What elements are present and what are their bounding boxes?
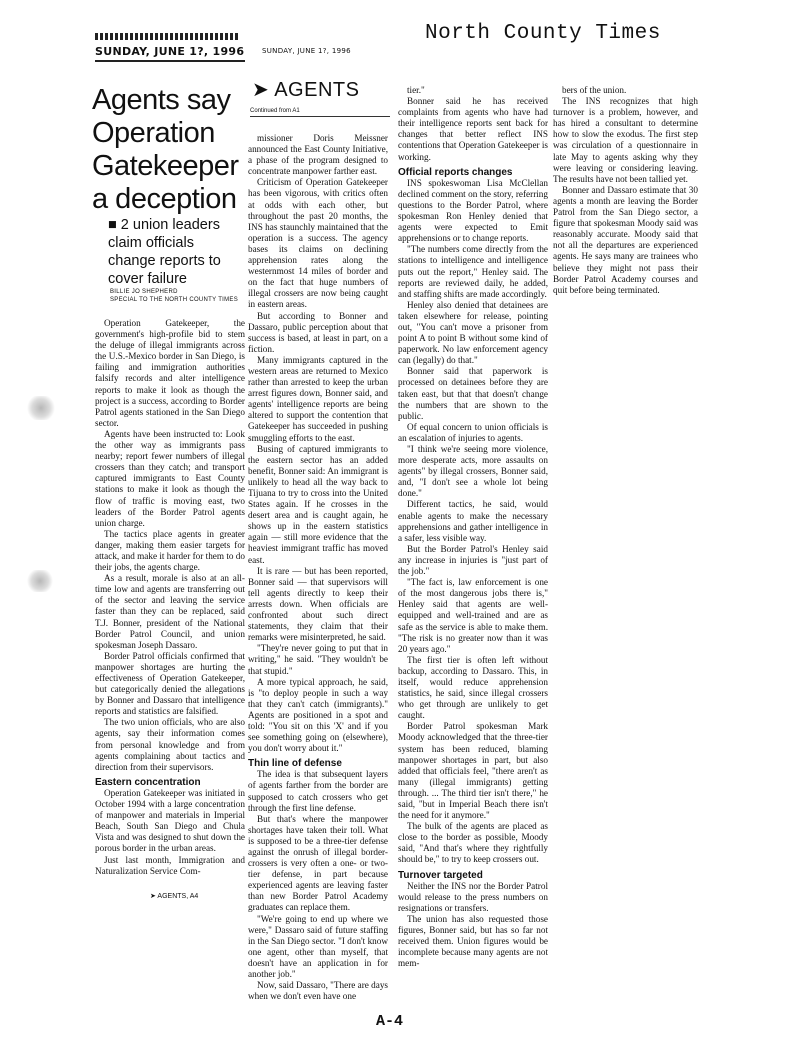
paragraph: Many immigrants captured in the western areas are returned to Mexico rather than arrested to keep the urban arrest figures down, Bonner said, and agents' intelligence reports are being altered to support the contention that Gatekeeper has succeeded in pushing smuggling efforts to the east. — [248, 354, 388, 443]
byline-name: BILLIE JO SHEPHERD — [110, 289, 178, 295]
paragraph: "The fact is, law enforcement is one of the most dangerous jobs there is," Henley said that agents are well-equipped and well-trained and are as safe as the service is able to make them. "The risk is no greater now than it was 20 years ago." — [398, 577, 548, 654]
paragraph: A more typical approach, he said, is "to deploy people in such a way that they can't catch (immigrants)." Agents are positioned in a spot and told: "You sit on this 'X' and if you see something going on (elsewhere), you don't worry about it." — [248, 676, 388, 754]
paragraph: The bulk of the agents are placed as close to the border as possible, Moody said, "And that's where they rightfully should be," to try to keep crossers out. — [398, 821, 548, 865]
paragraph: "I think we're seeing more violence, more desperate acts, more assaults on agents" by illegal crossers, Bonner said, and, "I don't see a whole lot being done." — [398, 444, 548, 499]
paragraph: "The numbers come directly from the stations to intelligence and intelligence puts out the report," Henley said. The reports are reviewed daily, he added, and staffing shifts are made accordingly. — [398, 244, 548, 299]
paragraph: Operation Gatekeeper, the government's high-profile bid to stem the deluge of illegal immigrants across the U.S.-Mexico border in San Diego, is failing and immigration authorities falsify records and alter intelligence reports to make it look as though the project is a success, according to Border Patrol agents stationed in the San Diego sector. — [95, 318, 245, 428]
masthead-texture — [95, 33, 240, 40]
jump-reference: ➤ AGENTS, A4 — [150, 893, 199, 900]
paragraph: Bonner said he has received complaints from agents who have had their intelligence reports sent back for changes that better reflect INS contentions that Operation Gatekeeper is working. — [398, 96, 548, 162]
paragraph: The first tier is often left without backup, according to Dassaro. This, in itself, would reduce apprehension statistics, he said, since illegal crossers who get through are unlikely to get caught. — [398, 654, 548, 721]
byline — [110, 288, 250, 304]
jump-headline: ➤ AGENTS — [252, 79, 360, 101]
paragraph: Different tactics, he said, would enable agents to make the necessary apprehensions and gather intelligence in a safer, less visible way. — [398, 499, 548, 543]
paragraph: Neither the INS nor the Border Patrol would release to the press numbers on resignations or transfers. — [398, 880, 548, 913]
continued-line: Continued from A1 — [250, 108, 300, 114]
page-number: A-4 — [376, 1013, 404, 1030]
subheading: Eastern concentration — [95, 776, 201, 788]
paragraph: tier." — [407, 85, 425, 95]
paragraph: Border Patrol spokesman Mark Moody acknowledged that the three-tier system has been reduced, blaming manpower shortages in part, but also added that officials feel, "there aren't as many (illegal immigrants) getting through. ... The third tier isn't there," he said, "but in Imperial Beach there isn't the need for it anymore." — [398, 721, 548, 821]
article-headline: Agents say Operation Gatekeeper a deception — [92, 84, 239, 215]
paragraph: The tactics place agents in greater danger, making them easier targets for attack, and make it harder for them to do their jobs, the agents charge. — [95, 528, 245, 573]
byline-credit: SPECIAL TO THE NORTH COUNTY TIMES — [110, 297, 239, 303]
paragraph: "We're going to end up where we were," Dassaro said of future staffing in the San Diego sector. "I don't know one agent, other than myself, that doesn't have an application in for another job." — [248, 913, 388, 980]
column-4 — [553, 85, 698, 315]
paragraph: But according to Bonner and Dassaro, public perception about that success is based, at least in part, on a fiction. — [248, 310, 388, 354]
scan-smudge — [25, 396, 57, 420]
paragraph: INS spokeswoman Lisa McClellan declined comment on the story, referring questions to the Border Patrol, where spokesman Ron Henley denied that agents were expected to Emit apprehensions or to change reports. — [398, 177, 548, 244]
paragraph: The INS recognizes that high turnover is a problem, however, and has hired a consultant to determine how to slow the exodus. The first step was circulation of a questionnaire in late May to agents asking why they were leaving or considering leaving. The results have not been tallied yet. — [553, 96, 698, 184]
paragraph: Border Patrol officials confirmed that manpower shortages are hurting the effectiveness of Operation Gatekeeper, but categorically denied the allegations by Bonner and Dassaro that intelligence reports and statistics are falsified. — [95, 650, 245, 717]
masthead-rule — [95, 60, 245, 62]
paragraph: Criticism of Operation Gatekeeper has been vigorous, with critics often at odds with each other, but throughout the past 20 months, the INS has staunchly maintained that the operation is a success. The agency bases its claims on declining apprehension rates along the westernmost 14 miles of border and on the fact that huge numbers of illegal crossers are now being caught in eastern areas. — [248, 177, 388, 310]
paragraph: missioner Doris Meissner announced the East County Initiative, a phase of the program designed to concentrate manpower farther east. — [248, 133, 388, 177]
paragraph: The two union officials, who are also agents, say their information comes from personal knowledge and from agents complaining about tactics and direction from their supervisors. — [95, 717, 245, 772]
paragraph: Just last month, Immigration and Naturalization Service Com- — [95, 854, 245, 876]
dateline-mid: SUNDAY, JUNE 1?, 1996 — [262, 47, 351, 55]
paragraph: But the Border Patrol's Henley said any increase in injuries is "just part of the job." — [398, 543, 548, 577]
paragraph: It is rare — but has been reported, Bonner said — that supervisors will tell agents directly to keep their arrests down. When officials are confronted about such direct statements, they claim that their remarks were misinterpreted, he said. — [248, 565, 388, 643]
column-3 — [398, 85, 548, 990]
paragraph: Busing of captured immigrants to the eastern sector has an added benefit, Bonner said: An immigrant is unlikely to head all the way back to Tijuana to try to cross into the United States again. If he crosses in the desert area and is caught again, he shows up in the eastern statistics again — still more evidence that the heaviest immigrant traffic has moved east. — [248, 443, 388, 565]
column-1 — [95, 318, 245, 888]
article-deck: ■ 2 union leaders claim officials change reports to cover failure — [108, 217, 221, 287]
paragraph: bers of the union. — [562, 85, 627, 95]
subheading: Thin line of defense — [248, 758, 342, 770]
paragraph: But that's where the manpower shortages have taken their toll. What is supposed to be a three-tier defense against the onrush of illegal border-crossers is very often a one- or two-tier defense, in part because experienced agents are leaving faster than new Border Patrol Academy graduates can replace them. — [248, 813, 388, 913]
paragraph: Operation Gatekeeper was initiated in October 1994 with a large concentration of manpower and materials in Imperial Beach, South San Diego and Chula Vista and was designed to shut down the porous border in the urban areas. — [95, 787, 245, 854]
subheading: Official reports changes — [398, 166, 513, 178]
subheading: Turnover targeted — [398, 869, 483, 881]
paragraph: Henley also denied that detainees are taken elsewhere for release, pointing out, "You can't move a prisoner from point A to point B without some kind of paperwork. No law enforcement agency can (legally) do that." — [398, 299, 548, 366]
paper-name: North County Times — [425, 22, 661, 45]
column-2 — [248, 133, 388, 1028]
paragraph: Now, said Dassaro, "There are days when we don't even have one — [248, 980, 388, 1002]
dateline-left: SUNDAY, JUNE 1?, 1996 — [95, 45, 245, 58]
paragraph: Bonner and Dassaro estimate that 30 agents a month are leaving the Border Patrol from the San Diego sector, a figure that spokesman Moody said was reasonably accurate. Moody said that not all the departures are experienced agents. He says many are trainees who believe they might not pass their Border Patrol Academy courses and quit before being terminated. — [553, 184, 698, 295]
paragraph: The idea is that subsequent layers of agents farther from the border are supposed to catch crossers who get through the first line defense. — [248, 769, 388, 813]
paragraph: Bonner said that paperwork is processed on detainees before they are taken east, but that that doesn't change the numbers that are shown to the public. — [398, 366, 548, 421]
paragraph: Agents have been instructed to: Look the other way as immigrants pass nearby; report fewer numbers of illegal crossers than they catch; and transport captured immigrants to East County stations to make it look as though the flow of traffic is moving east, two leaders of the Border Patrol agents union charge. — [95, 428, 245, 528]
continued-rule — [250, 116, 390, 117]
paragraph: Of equal concern to union officials is an escalation of injuries to agents. — [398, 421, 548, 443]
scan-smudge — [25, 570, 55, 592]
paragraph: As a result, morale is also at an all-time low and agents are transferring out of the sector and leaving the service faster than they can be replaced, said T.J. Bonner, president of the National Border Patrol Council, and union spokesman Joseph Dassaro. — [95, 573, 245, 650]
paragraph: The union has also requested those figures, Bonner said, but has so far not received them. Union figures would be incomplete because many agents are not mem- — [398, 913, 548, 969]
paragraph: "They're never going to put that in writing," he said. "They wouldn't be that stupid." — [248, 643, 388, 676]
